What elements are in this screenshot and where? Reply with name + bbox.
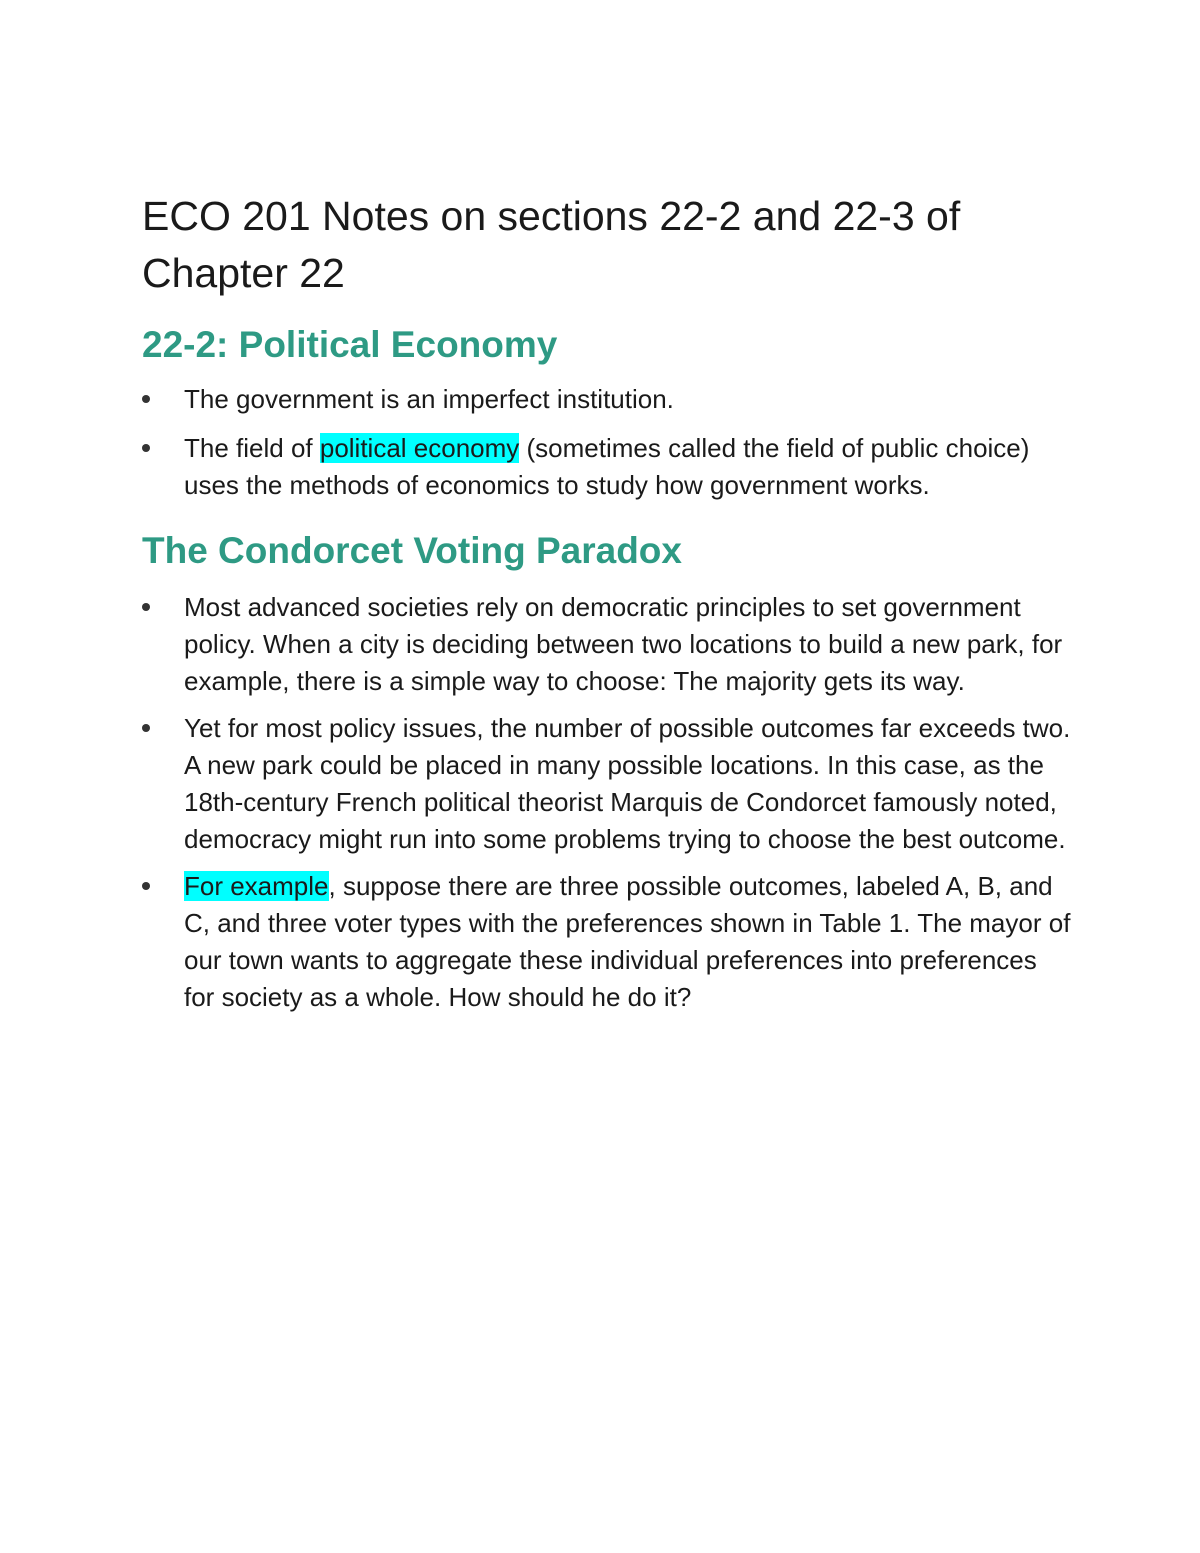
bullet-text-after: (sometimes called the field of public choice) uses the methods of economics to study how government works.: [184, 433, 1030, 500]
document-page: [142, 188, 1072, 1016]
bullet-icon: [142, 882, 150, 890]
section-heading-condorcet-voting-paradox: The Condorcet Voting Paradox: [142, 530, 682, 571]
bullet-text: Yet for most policy issues, the number of possible outcomes far exceeds two. A new park could be placed in many possible locations. In this case, as the 18th-century French political theorist Marquis de Condorcet famously noted, democracy might run into some problems trying to choose the best outcome.: [184, 713, 1071, 854]
list-item: [142, 589, 1072, 700]
list-item: [142, 430, 1072, 504]
bullet-icon: [142, 444, 150, 452]
bullet-text-before: The field of: [184, 433, 320, 463]
bullet-icon: [142, 603, 150, 611]
highlighted-term: For example: [184, 871, 329, 901]
bullet-list-condorcet: [142, 589, 1072, 1016]
bullet-icon: [142, 395, 150, 403]
bullet-text: Most advanced societies rely on democratic principles to set government policy. When a city is deciding between two locations to build a new park, for example, there is a simple way to choose: The majority gets its way.: [184, 592, 1063, 696]
document-title: ECO 201 Notes on sections 22-2 and 22-3 of Chapter 22: [142, 193, 961, 296]
list-item: [142, 868, 1072, 1016]
bullet-list-political-economy: [142, 381, 1072, 504]
bullet-text: The government is an imperfect institution.: [184, 384, 674, 414]
list-item: [142, 381, 1072, 418]
bullet-text-after: , suppose there are three possible outcomes, labeled A, B, and C, and three voter types with the preferences shown in Table 1. The mayor of our town wants to aggregate these individual preferences into preferences for society as a whole. How should he do it?: [184, 871, 1071, 1012]
highlighted-term: political economy: [319, 433, 520, 463]
section-heading-political-economy: 22-2: Political Economy: [142, 324, 558, 365]
bullet-icon: [142, 724, 150, 732]
list-item: [142, 710, 1072, 858]
